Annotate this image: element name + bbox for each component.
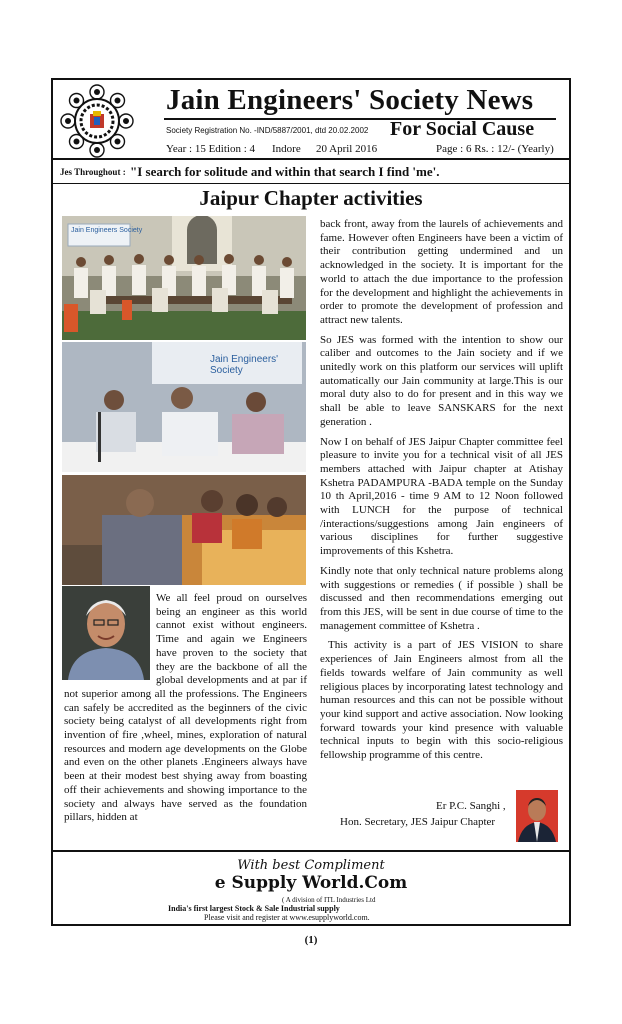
- issue-date: 20 April 2016: [316, 143, 378, 155]
- quote-divider: [53, 183, 569, 184]
- photo2-banner: Jain Engineers' Society: [210, 354, 279, 376]
- ad-division: ( A division of ITL Industries Ltd: [282, 896, 376, 904]
- tagline: For Social Cause: [390, 118, 535, 140]
- left-column: [64, 592, 307, 847]
- signature-title: Hon. Secretary, JES Jaipur Chapter: [340, 816, 496, 828]
- signatory-photo: [516, 790, 558, 842]
- paragraph-5: This activity is a part of JES VISION to share experiences of Jain Engineers almost from all the fields towards welfare of Jain community as well religious places by incorporating latest technology and human resources and this can not be possible without your kind support and active association. Now looking forward towards your kind presence with valuable technical inputs to begin with this socio-religious fellowship programme of this centre.: [320, 639, 563, 762]
- left-column-text: We all feel proud on ourselves being an engineer as this world cannot exist without engineers. Time and again we Engineers have proven to the society that they are the backbone of all the global developments and at par if not superior among all the professions. The Engineers can safely be accredited as the beginners of the civic society being catalyst of all developments right from invention of fire ,wheel, mines, exploration of natural resources and modern age developments on the Globe and even on the other planets .Engineers always have been at their modest best shying away from boasting off their achievements and showing importance to the society and always have served as the foundation pillars, hidden at: [64, 592, 307, 824]
- footer-divider: [53, 850, 569, 852]
- jes-logo-icon: [60, 84, 134, 158]
- ad-register: Please visit and register at www.esupplyworld.com.: [204, 913, 370, 922]
- paragraph-4: Kindly note that only technical nature problems along with suggestions or remedies ( if possible ) shall be discussed and then recommendations emerging out from this JES, will be sent in due course of time to the management committee of Kshetra .: [320, 564, 563, 632]
- newsletter-title: Jain Engineers' Society News: [166, 84, 534, 116]
- header-divider: [53, 158, 569, 160]
- place: Indore: [272, 143, 301, 155]
- panel-photo: [62, 342, 306, 472]
- portrait-spacer: [64, 584, 156, 680]
- signature-name: Er P.C. Sanghi ,: [436, 800, 506, 812]
- page-number: (1): [304, 934, 318, 946]
- ceremony-photo: [62, 475, 306, 585]
- photo1-banner: Jain Engineers Society: [71, 227, 143, 234]
- throughout-quote: "I search for solitude and within that search I find 'me'.: [130, 164, 440, 179]
- ad-brand: e Supply World.Com: [214, 873, 408, 893]
- year-edition: Year : 15 Edition : 4: [166, 143, 256, 155]
- group-photo: [62, 216, 306, 340]
- price: Page : 6 Rs. : 12/- (Yearly): [436, 143, 554, 155]
- article-headline: Jaipur Chapter activities: [199, 186, 423, 210]
- ad-claim: India's first largest Stock & Sale Industrial supply: [168, 904, 340, 913]
- paragraph-2: So JES was formed with the intention to show our caliber and outcomes to the Jain society and if we unitedly work on this platform our services will uplift automatically our Jain community at large.This is our moral duty also to do for present and in this way we shall be able to leave SANSKARS for the next generation .: [320, 333, 563, 428]
- right-column: [320, 218, 563, 769]
- ad-compliment: With best Compliment: [237, 858, 385, 873]
- throughout-label: Jes Throughout :: [60, 167, 126, 177]
- registration-number: Society Registration No. -IND/5887/2001, dtd 20.02.2002: [166, 126, 369, 135]
- paragraph-3: Now I on behalf of JES Jaipur Chapter committee feel pleasure to invite you for a technical visit of all JES members attached with Jaipur chapter at Atishay Kshetra PADAMPURA -BADA temple on the Sunday 10 th April,2016 - time 9 AM to 12 Noon followed with LUNCH for the purpose of technical /interactions/suggestions among Jain engineers of various disciplines for further suggestive improvements of this Kshetra.: [320, 435, 563, 558]
- paragraph-1: back front, away from the laurels of achievements and fame. However often Engineers have been a victim of their contribution getting undermined and un acknowledged in the society. It is important for the world to attach the due importance to the profession for the development and highlight the achievements in order to promote the development of profession and attract new talents.: [320, 218, 563, 326]
